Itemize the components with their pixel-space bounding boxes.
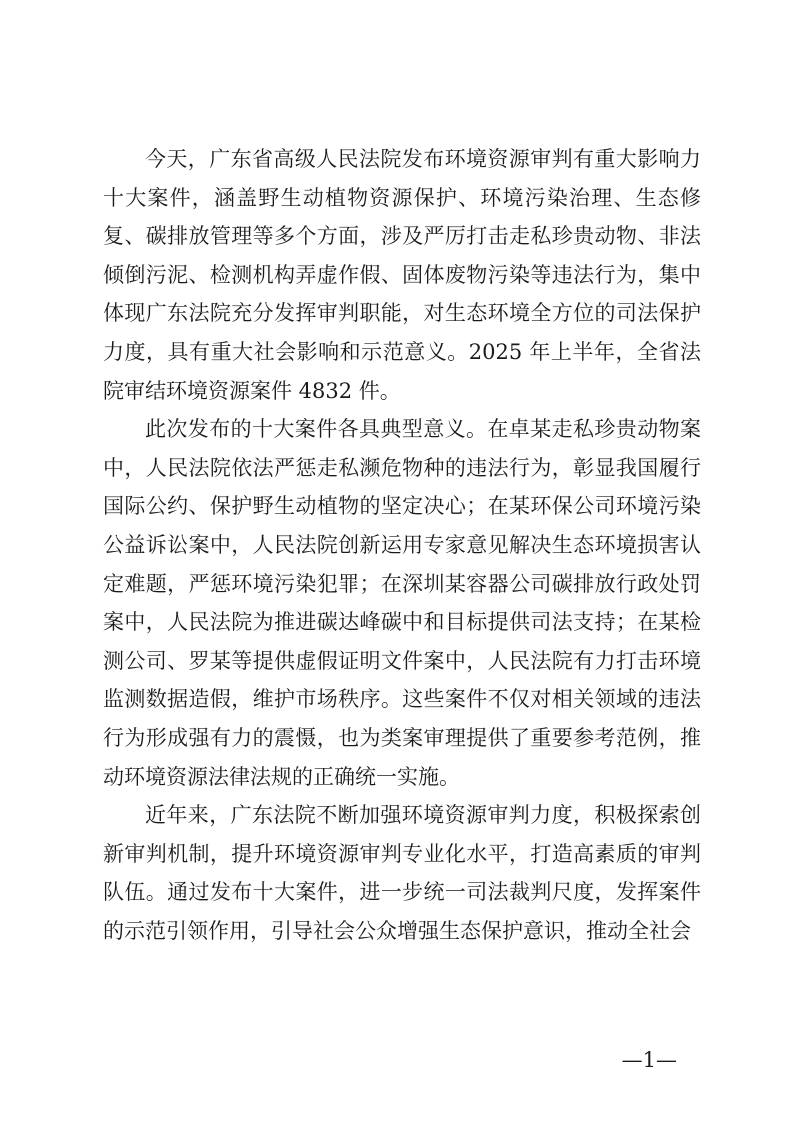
paragraph-1: 今天，广东省高级人民法院发布环境资源审判有重大影响力十大案件，涵盖野生动植物资源保护、环境污染治理、生态修复、碳排放管理等多个方面，涉及严厉打击走私珍贵动物、非法倾倒污泥、检测机构弄虚作假、固体废物污染等违法行为，集中体现广东法院充分发挥审判职能，对生态环境全方位的司法保护力度，具有重大社会影响和示范意义。2025 年上半年，全省法院审结环境资源案件 4832 件。 bbox=[103, 147, 701, 403]
document-body bbox=[103, 140, 701, 950]
paragraph-3: 近年来，广东法院不断加强环境资源审判力度，积极探索创新审判机制，提升环境资源审判专业化水平，打造高素质的审判队伍。通过发布十大案件，进一步统一司法裁判尺度，发挥案件的示范引领作用，引导社会公众增强生态保护意识，推动全社会 bbox=[103, 803, 701, 943]
paragraph-2: 此次发布的十大案件各具典型意义。在卓某走私珍贵动物案中，人民法院依法严惩走私濒危物种的违法行为，彰显我国履行国际公约、保护野生动植物的坚定决心；在某环保公司环境污染公益诉讼案中，人民法院创新运用专家意见解决生态环境损害认定难题，严惩环境污染犯罪；在深圳某容器公司碳排放行政处罚案中，人民法院为推进碳达峰碳中和目标提供司法支持；在某检测公司、罗某等提供虚假证明文件案中，人民法院有力打击环境监测数据造假，维护市场秩序。这些案件不仅对相关领域的违法行为形成强有力的震慑，也为类案审理提供了重要参考范例，推动环境资源法律法规的正确统一实施。 bbox=[103, 417, 701, 789]
page-number: —1— bbox=[621, 1048, 677, 1072]
